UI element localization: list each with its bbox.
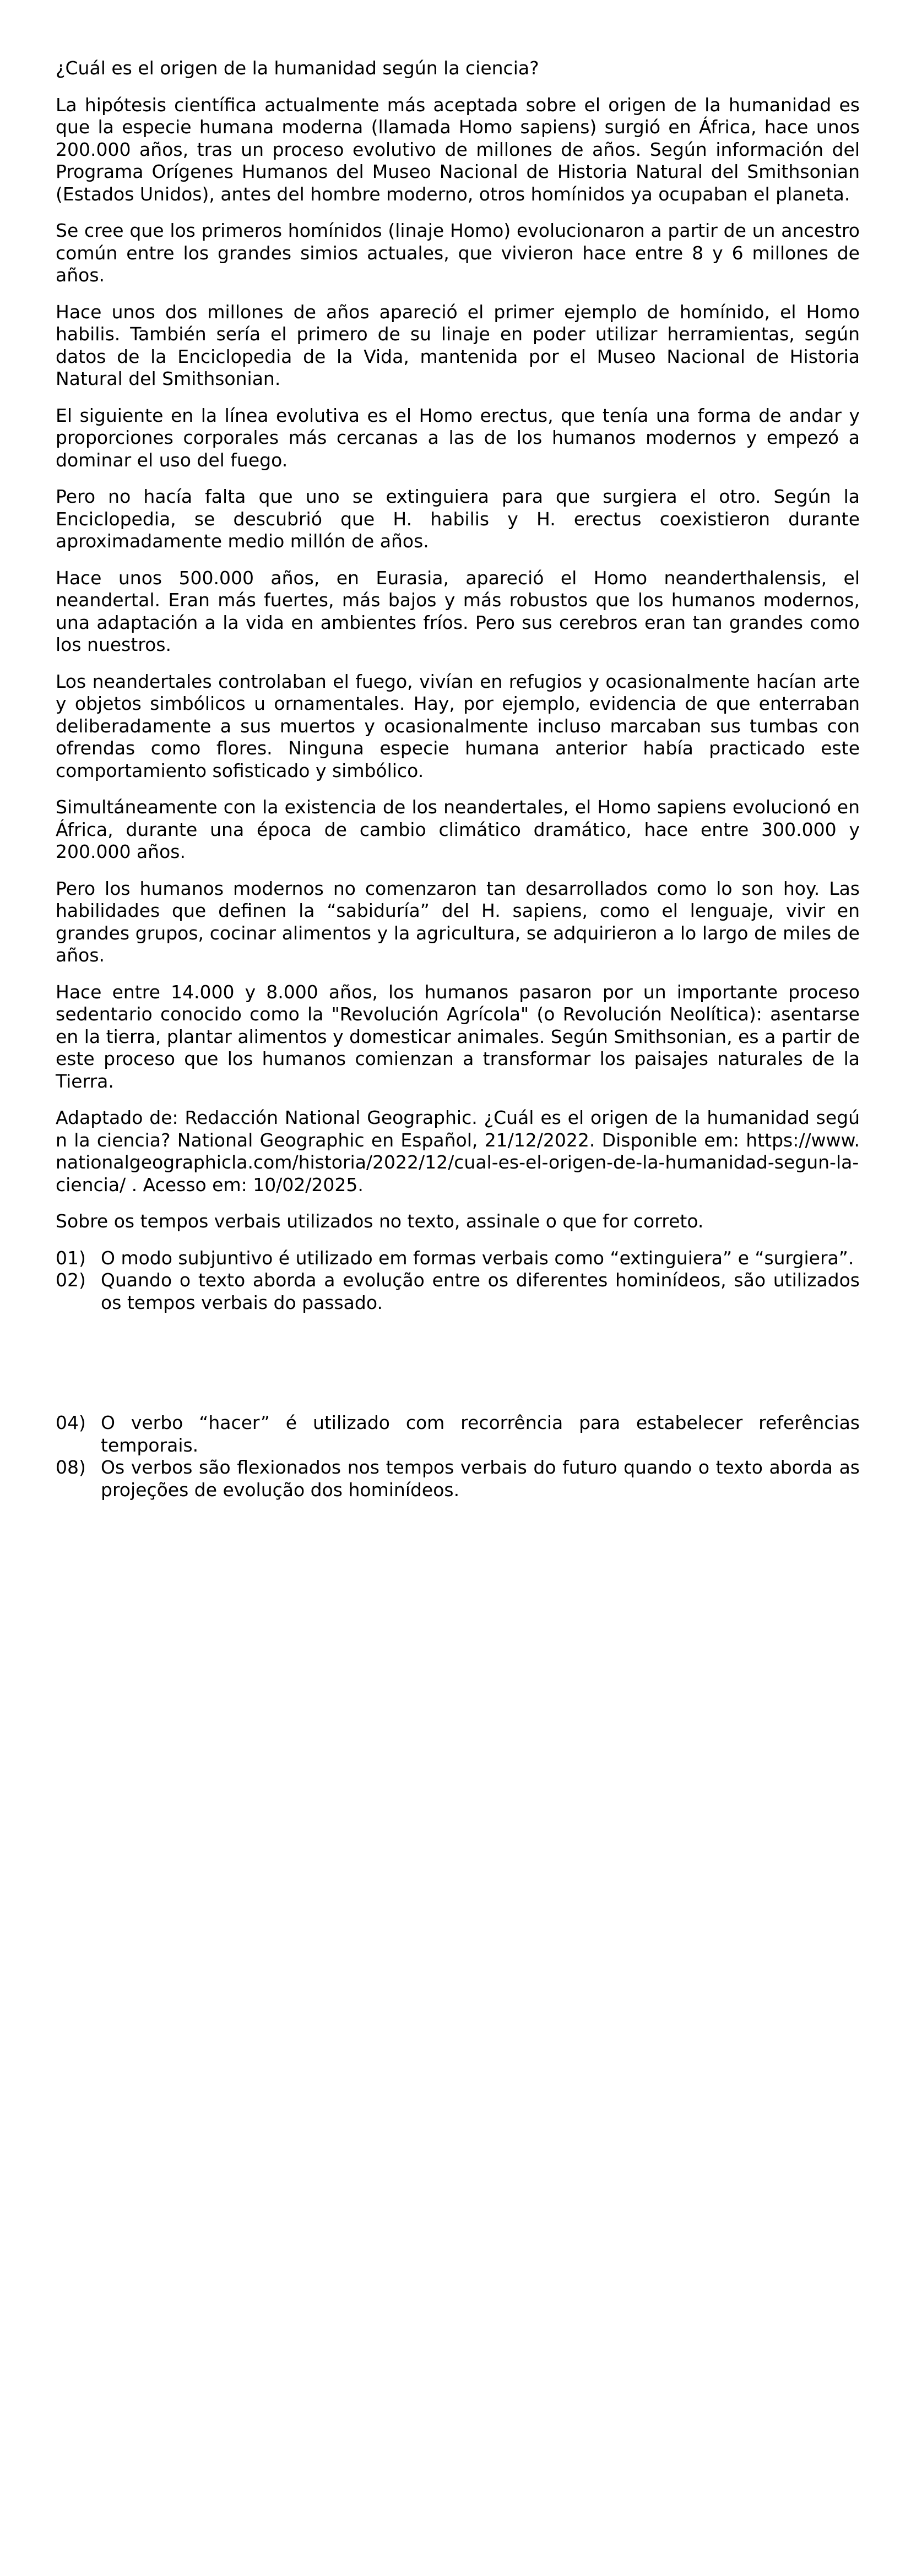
paragraph-2: Se cree que los primeros homínidos (linaje Homo) evolucionaron a partir de un ancestro común entre los grandes simios actuales, que vivieron hace entre 8 y 6 millones de años. <box>56 220 860 286</box>
option-text: Quando o texto aborda a evolução entre os diferentes hominídeos, são utilizados os tempos verbais do passado. <box>101 1269 860 1313</box>
blank-space <box>56 1314 860 1412</box>
paragraph-5: Pero no hacía falta que uno se extinguiera para que surgiera el otro. Según la Enciclopedia, se descubrió que H. habilis y H. erectus coexistieron durante aproximadamente medio millón de años. <box>56 486 860 552</box>
option-number: 08) <box>56 1457 86 1478</box>
paragraph-3: Hace unos dos millones de años apareció el primer ejemplo de homínido, el Homo habilis. También sería el primero de su linaje en poder utilizar herramientas, según datos de la Enciclopedia de la Vida, mantenida por el Museo Nacional de Historia Natural del Smithsonian. <box>56 301 860 389</box>
option-number: 02) <box>56 1269 86 1291</box>
option-text: O modo subjuntivo é utilizado em formas verbais como “extinguiera” e “surgiera”. <box>101 1247 854 1269</box>
option-08 <box>56 1457 860 1501</box>
document-title: ¿Cuál es el origen de la humanidad según la ciencia? <box>56 57 539 79</box>
paragraph-4: El siguiente en la línea evolutiva es el Homo erectus, que tenía una forma de andar y proporciones corporales más cercanas a las de los humanos modernos y empezó a dominar el uso del fuego. <box>56 404 860 471</box>
document <box>56 57 860 1501</box>
paragraph-6: Hace unos 500.000 años, en Eurasia, apareció el Homo neanderthalensis, el neandertal. Eran más fuertes, más bajos y más robustos que los humanos modernos, una adaptación a la vida en ambientes fríos. Pero sus cerebros eran tan grandes como los nuestros. <box>56 567 860 655</box>
option-02 <box>56 1269 860 1314</box>
source-citation: Adaptado de: Redacción National Geographic. ¿Cuál es el origen de la humanidad según la ciencia? National Geographic en Español, 21/12/2022. Disponible em: https://www.nationalgeographicla.com/historia/2022/12/cual-es-el-origen-de-la-humanidad-segun-la-ciencia/ . Acesso em: 10/02/2025. <box>56 1107 860 1195</box>
option-number: 01) <box>56 1247 86 1269</box>
option-text: Os verbos são flexionados nos tempos verbais do futuro quando o texto aborda as projeções de evolução dos hominídeos. <box>101 1457 860 1501</box>
options-list-bottom <box>56 1412 860 1501</box>
options-list-top <box>56 1247 860 1314</box>
paragraph-8: Simultáneamente con la existencia de los neandertales, el Homo sapiens evolucionó en África, durante una época de cambio climático dramático, hace entre 300.000 y 200.000 años. <box>56 796 860 862</box>
paragraph-7: Los neandertales controlaban el fuego, vivían en refugios y ocasionalmente hacían arte y objetos simbólicos u ornamentales. Hay, por ejemplo, evidencia de que enterraban deliberadamente a sus muertos y ocasionalmente incluso marcaban sus tumbas con ofrendas como flores. Ninguna especie humana anterior había practicado este comportamiento sofisticado y simbólico. <box>56 670 860 781</box>
question-prompt: Sobre os tempos verbais utilizados no texto, assinale o que for correto. <box>56 1210 704 1232</box>
option-01 <box>56 1247 860 1270</box>
option-04 <box>56 1412 860 1457</box>
paragraph-1: La hipótesis científica actualmente más aceptada sobre el origen de la humanidad es que la especie humana moderna (llamada Homo sapiens) surgió en África, hace unos 200.000 años, tras un proceso evolutivo de millones de años. Según información del Programa Orígenes Humanos del Museo Nacional de Historia Natural del Smithsonian (Estados Unidos), antes del hombre moderno, otros homínidos ya ocupaban el planeta. <box>56 94 860 205</box>
paragraph-10: Hace entre 14.000 y 8.000 años, los humanos pasaron por un importante proceso sedentario conocido como la "Revolución Agrícola" (o Revolución Neolítica): asentarse en la tierra, plantar alimentos y domesticar animales. Según Smithsonian, es a partir de este proceso que los humanos comienzan a transformar los paisajes naturales de la Tierra. <box>56 981 860 1092</box>
option-number: 04) <box>56 1412 86 1433</box>
paragraph-9: Pero los humanos modernos no comenzaron tan desarrollados como lo son hoy. Las habilidades que definen la “sabiduría” del H. sapiens, como el lenguaje, vivir en grandes grupos, cocinar alimentos y la agricultura, se adquirieron a lo largo de miles de años. <box>56 877 860 966</box>
option-text: O verbo “hacer” é utilizado com recorrência para estabelecer referências temporais. <box>101 1412 860 1456</box>
